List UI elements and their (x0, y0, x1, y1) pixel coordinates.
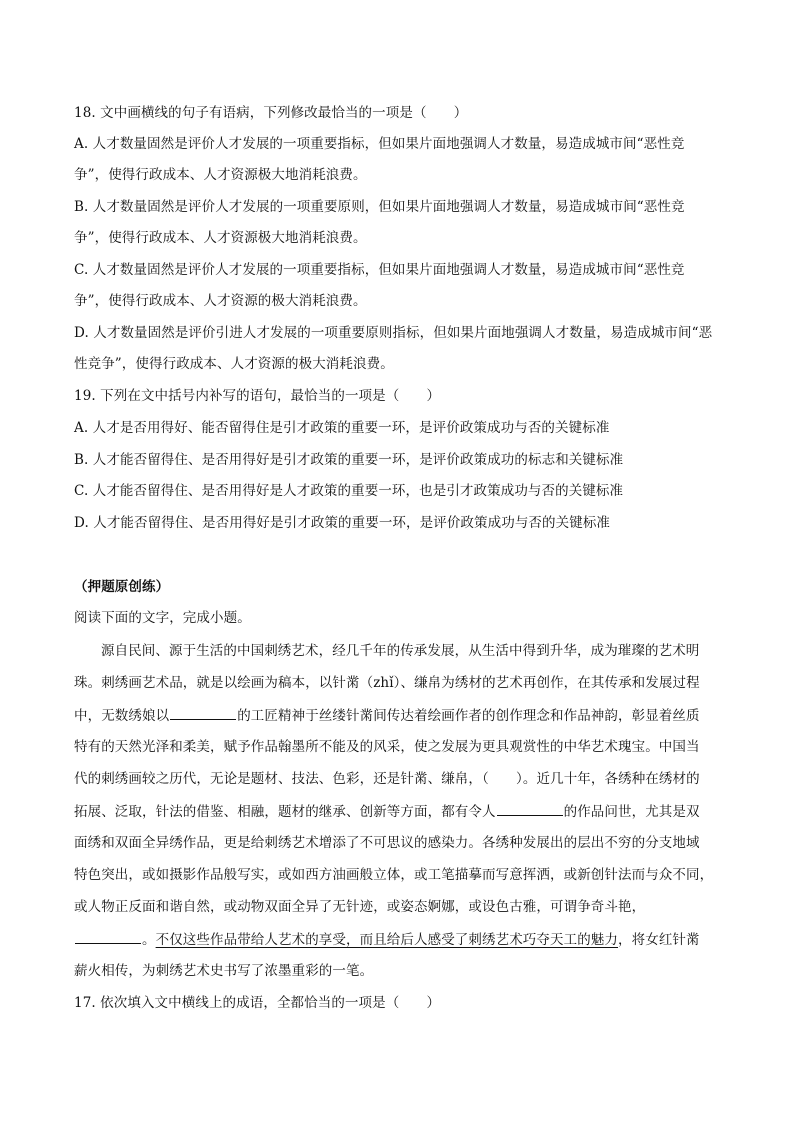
q18-option-c-line1: C. 人才数量固然是评价人才发展的一项重要指标，但如果片面地强调人才数量，易造成城市间“恶性竞 (74, 262, 685, 278)
passage-line-8: 特色突出，或如摄影作品般写实，或如西方油画般立体，或工笔描摹而写意挥洒，或新创针法而与众不同， (74, 867, 714, 883)
passage-line-5: 代的刺绣画较之历代，无论是题材、技法、色彩，还是针黹、缣帛，（ ）。近几十年，各绣种在绣材的 (74, 771, 700, 787)
q19-option-a: A. 人才是否用得好、能否留得住是引才政策的重要一环，是评价政策成功与否的关键标准 (74, 420, 610, 436)
fill-blank-2 (497, 801, 563, 816)
passage-line-1: 源自民间、源于生活的中国刺绣艺术，经几千年的传承发展，从生活中得到升华，成为璀璨的艺术明 (101, 643, 700, 659)
q18-option-d-line2: 性竞争”，使得行政成本、人才资源的极大消耗浪费。 (74, 356, 394, 372)
question-18-stem: 18. 文中画横线的句子有语病，下列修改最恰当的一项是（ ） (74, 105, 468, 121)
question-19-stem: 19. 下列在文中括号内补写的语句，最恰当的一项是（ ） (74, 388, 441, 404)
passage-text: 拓展、泛取，针法的借鉴、相融，题材的继承、创新等方面，都有令人 (74, 804, 496, 820)
fill-blank-1 (170, 705, 236, 720)
passage-line-7: 面绣和双面全异绣作品，更是给刺绣艺术增添了不可思议的感染力。各绣种发展出的层出不穷的分支地域 (74, 835, 700, 851)
q19-option-c: C. 人才能否留得住、是否用得好是人才政策的重要一环，也是引才政策成功与否的关键标准 (74, 483, 624, 499)
passage-line-10 (74, 929, 700, 950)
passage-text: ，将女红针黹 (618, 932, 700, 948)
passage-text: 的工匠精神于丝缕针黹间传达着绘画作者的创作理念和作品神韵，彰显着丝质 (237, 708, 700, 724)
q19-option-b: B. 人才能否留得住、是否用得好是引才政策的重要一环，是评价政策成功的标志和关键标准 (74, 452, 624, 468)
passage-line-11: 薪火相传，为刺绣艺术史书写了浓墨重彩的一笔。 (74, 963, 374, 979)
passage-text: 。 (142, 932, 156, 948)
passage-line-2: 珠。刺绣画艺术品，就是以绘画为稿本，以针黹（zhǐ）、缣帛为绣材的艺术再创作，在其传承和发展过程 (74, 675, 700, 691)
q18-option-d-line1: D. 人才数量固然是评价引进人才发展的一项重要原则指标，但如果片面地强调人才数量，易造成城市间“恶 (74, 325, 713, 341)
passage-line-3 (74, 705, 700, 726)
passage-text: 中，无数绣娘以 (74, 708, 170, 724)
passage-line-9: 或人物正反面和谐自然，或动物双面全异了无针迹，或姿态婀娜，或设色古雅，可谓争奇斗艳， (74, 899, 646, 915)
q19-option-d: D. 人才能否留得住、是否用得好是引才政策的重要一环，是评价政策成功与否的关键标准 (74, 515, 611, 531)
q18-option-a-line1: A. 人才数量固然是评价人才发展的一项重要指标，但如果片面地强调人才数量，易造成城市间“恶性竞 (74, 136, 685, 152)
underlined-sentence: 不仅这些作品带给人艺术的享受，而且给后人感受了刺绣艺术巧夺天工的魅力 (155, 932, 619, 948)
question-17-stem: 17. 依次填入文中横线上的成语，全都恰当的一项是（ ） (74, 995, 441, 1011)
fill-blank-3 (75, 929, 141, 944)
passage-text: 的作品问世，尤其是双 (563, 804, 700, 820)
q18-option-c-line2: 争”，使得行政成本、人才资源的极大消耗浪费。 (74, 293, 367, 309)
passage-line-6 (74, 801, 700, 822)
reading-instruction: 阅读下面的文字，完成小题。 (74, 610, 251, 626)
q18-option-a-line2: 争”，使得行政成本、人才资源极大地消耗浪费。 (74, 167, 367, 183)
q18-option-b-line2: 争”，使得行政成本、人才资源极大地消耗浪费。 (74, 230, 367, 246)
passage-line-4: 特有的天然光泽和柔美，赋予作品翰墨所不能及的风采，使之发展为更具观赏性的中华艺术瑰宝。中国当 (74, 739, 700, 755)
q18-option-b-line1: B. 人才数量固然是评价人才发展的一项重要原则，但如果片面地强调人才数量，易造成城市间“恶性竞 (74, 199, 685, 215)
section-heading: （押题原创练） (74, 579, 170, 595)
